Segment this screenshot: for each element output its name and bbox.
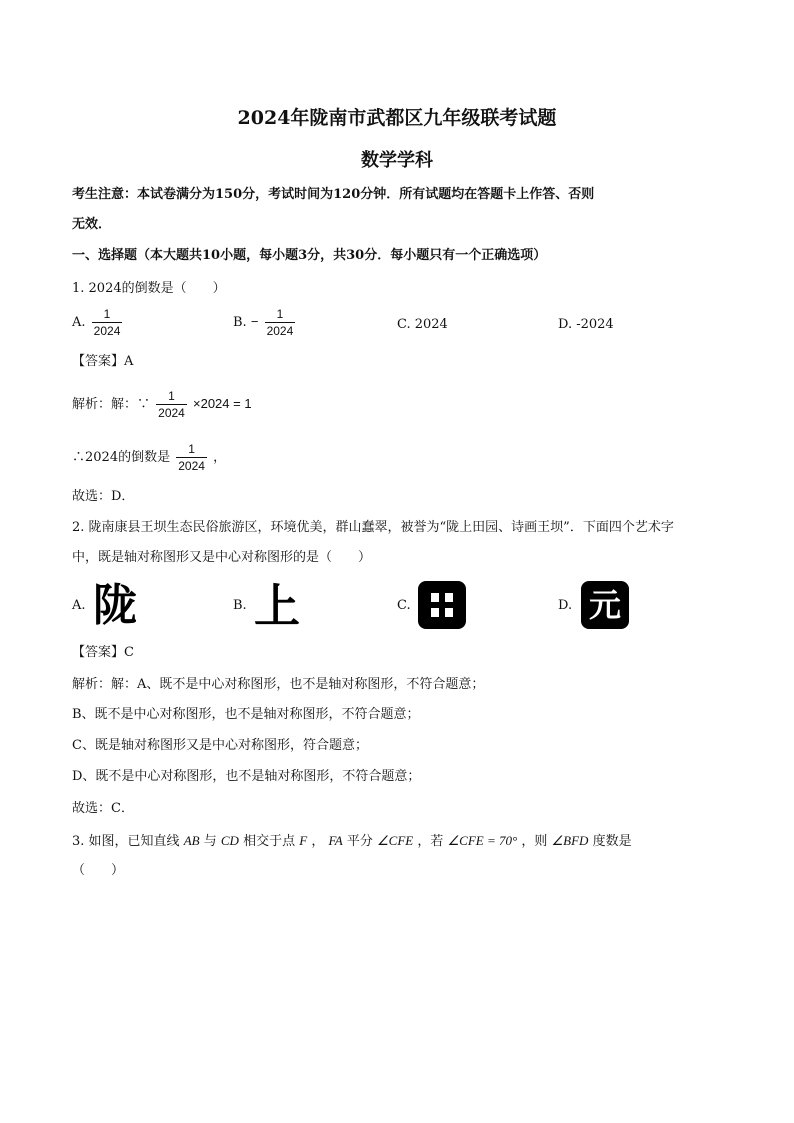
notice-line-2: 无效． bbox=[72, 217, 112, 232]
q1-stem: 1. 2024的倒数是（ ） bbox=[72, 281, 226, 296]
q3-point-f: F bbox=[299, 833, 308, 848]
art-character-shang: 上 bbox=[254, 579, 300, 633]
q1-choice: 故选：D． bbox=[72, 489, 135, 504]
q2-choice: 故选：C． bbox=[72, 801, 134, 816]
q1-conclusion bbox=[72, 441, 226, 474]
q2-stem-line-2: 中，既是轴对称图形又是中心对称图形的是（ ） bbox=[72, 550, 372, 565]
q3-text: 度数是 bbox=[592, 834, 632, 849]
fraction-denominator: 2024 bbox=[93, 324, 121, 338]
q2-stem-line-1: 2. 陇南康县王坝生态民俗旅游区，环境优美，群山蠢翠，被誉为“陇上田园、诗画王坝”．下面四个艺术字 bbox=[72, 520, 674, 535]
q1-conclusion-suffix: ， bbox=[213, 450, 227, 465]
q1-option-b-fraction bbox=[265, 306, 296, 339]
q3-text: 3. 如图，已知直线 bbox=[72, 834, 180, 849]
q1-answer: 【答案】A bbox=[72, 354, 134, 369]
art-character-long: 陇 bbox=[93, 580, 137, 631]
q1-analysis-fraction bbox=[156, 388, 187, 421]
fraction-denominator: 2024 bbox=[178, 459, 205, 473]
q2-option-c-label: C. bbox=[397, 598, 411, 613]
q1-analysis bbox=[72, 388, 252, 421]
q3-ray-fa: FA bbox=[328, 833, 343, 848]
q3-angle-bfd: ∠BFD bbox=[551, 833, 589, 848]
q2-option-b-glyph bbox=[254, 581, 304, 631]
section-heading: 一、选择题（本大题共10小题，每小题3分，共30分．每小题只有一个正确选项） bbox=[72, 248, 547, 263]
q2-option-d-glyph bbox=[581, 581, 629, 629]
q1-option-a bbox=[72, 306, 124, 339]
q2-analysis-c: C、既是轴对称图形又是中心对称图形，符合题意； bbox=[72, 738, 368, 753]
q2-option-d-label: D. bbox=[558, 598, 573, 613]
q2-analysis-b: B、既不是中心对称图形，也不是轴对称图形，不符合题意； bbox=[72, 707, 420, 722]
fraction-numerator: 1 bbox=[103, 307, 111, 321]
q3-text: ，则 bbox=[521, 834, 548, 849]
fraction-denominator: 2024 bbox=[158, 406, 185, 420]
q3-line-cd: CD bbox=[220, 833, 239, 848]
q1-analysis-suffix: ×2024 = 1 bbox=[193, 396, 252, 411]
page-title: 2024年陇南市武都区九年级联考试题 bbox=[237, 107, 557, 129]
q3-text: ， bbox=[311, 834, 325, 849]
q1-option-b-label: B. bbox=[233, 315, 247, 330]
q3-text: 平分 bbox=[346, 834, 373, 849]
q2-option-a-glyph bbox=[93, 581, 143, 631]
q2-answer: 【答案】C bbox=[72, 645, 134, 660]
q3-answer-bracket: （ ） bbox=[72, 863, 125, 878]
page-subtitle: 数学学科 bbox=[361, 150, 433, 171]
q1-option-a-label: A. bbox=[72, 315, 86, 330]
q1-conclusion-fraction bbox=[176, 441, 207, 474]
q2-option-a-label: A. bbox=[72, 598, 86, 613]
q3-angle-cfe: ∠CFE bbox=[377, 833, 414, 848]
art-character-yuan: 元 bbox=[588, 586, 621, 624]
fraction-numerator: 1 bbox=[276, 307, 284, 321]
q1-option-c: C. 2024 bbox=[397, 317, 448, 332]
q1-option-d: D. -2024 bbox=[558, 317, 614, 332]
fraction-numerator: 1 bbox=[188, 442, 195, 456]
q3-line-ab: AB bbox=[183, 833, 200, 848]
q2-analysis-d: D、既不是中心对称图形，也不是轴对称图形，不符合题意； bbox=[72, 769, 421, 784]
q2-analysis-a: 解析：解：A、既不是中心对称图形，也不是轴对称图形，不符合题意； bbox=[72, 677, 485, 692]
q3-text: ，若 bbox=[417, 834, 444, 849]
q1-analysis-prefix: 解析：解：∵ bbox=[72, 397, 151, 412]
q3-text: 与 bbox=[203, 834, 217, 849]
q2-option-b-label: B. bbox=[233, 598, 247, 613]
q1-conclusion-prefix: ∴2024的倒数是 bbox=[72, 450, 171, 465]
q1-option-b bbox=[233, 306, 297, 339]
q2-option-c-glyph bbox=[418, 581, 466, 629]
fraction-numerator: 1 bbox=[168, 389, 175, 403]
q1-option-a-fraction bbox=[92, 306, 123, 339]
minus-sign: − bbox=[250, 314, 259, 329]
q3-stem bbox=[72, 832, 632, 851]
q3-condition: ∠CFE = 70° bbox=[447, 833, 518, 848]
fraction-denominator: 2024 bbox=[266, 324, 294, 338]
notice-line-1: 考生注意：本试卷满分为150分，考试时间为120分钟．所有试题均在答题卡上作答、否则 bbox=[72, 187, 595, 202]
q3-text: 相交于点 bbox=[243, 834, 296, 849]
